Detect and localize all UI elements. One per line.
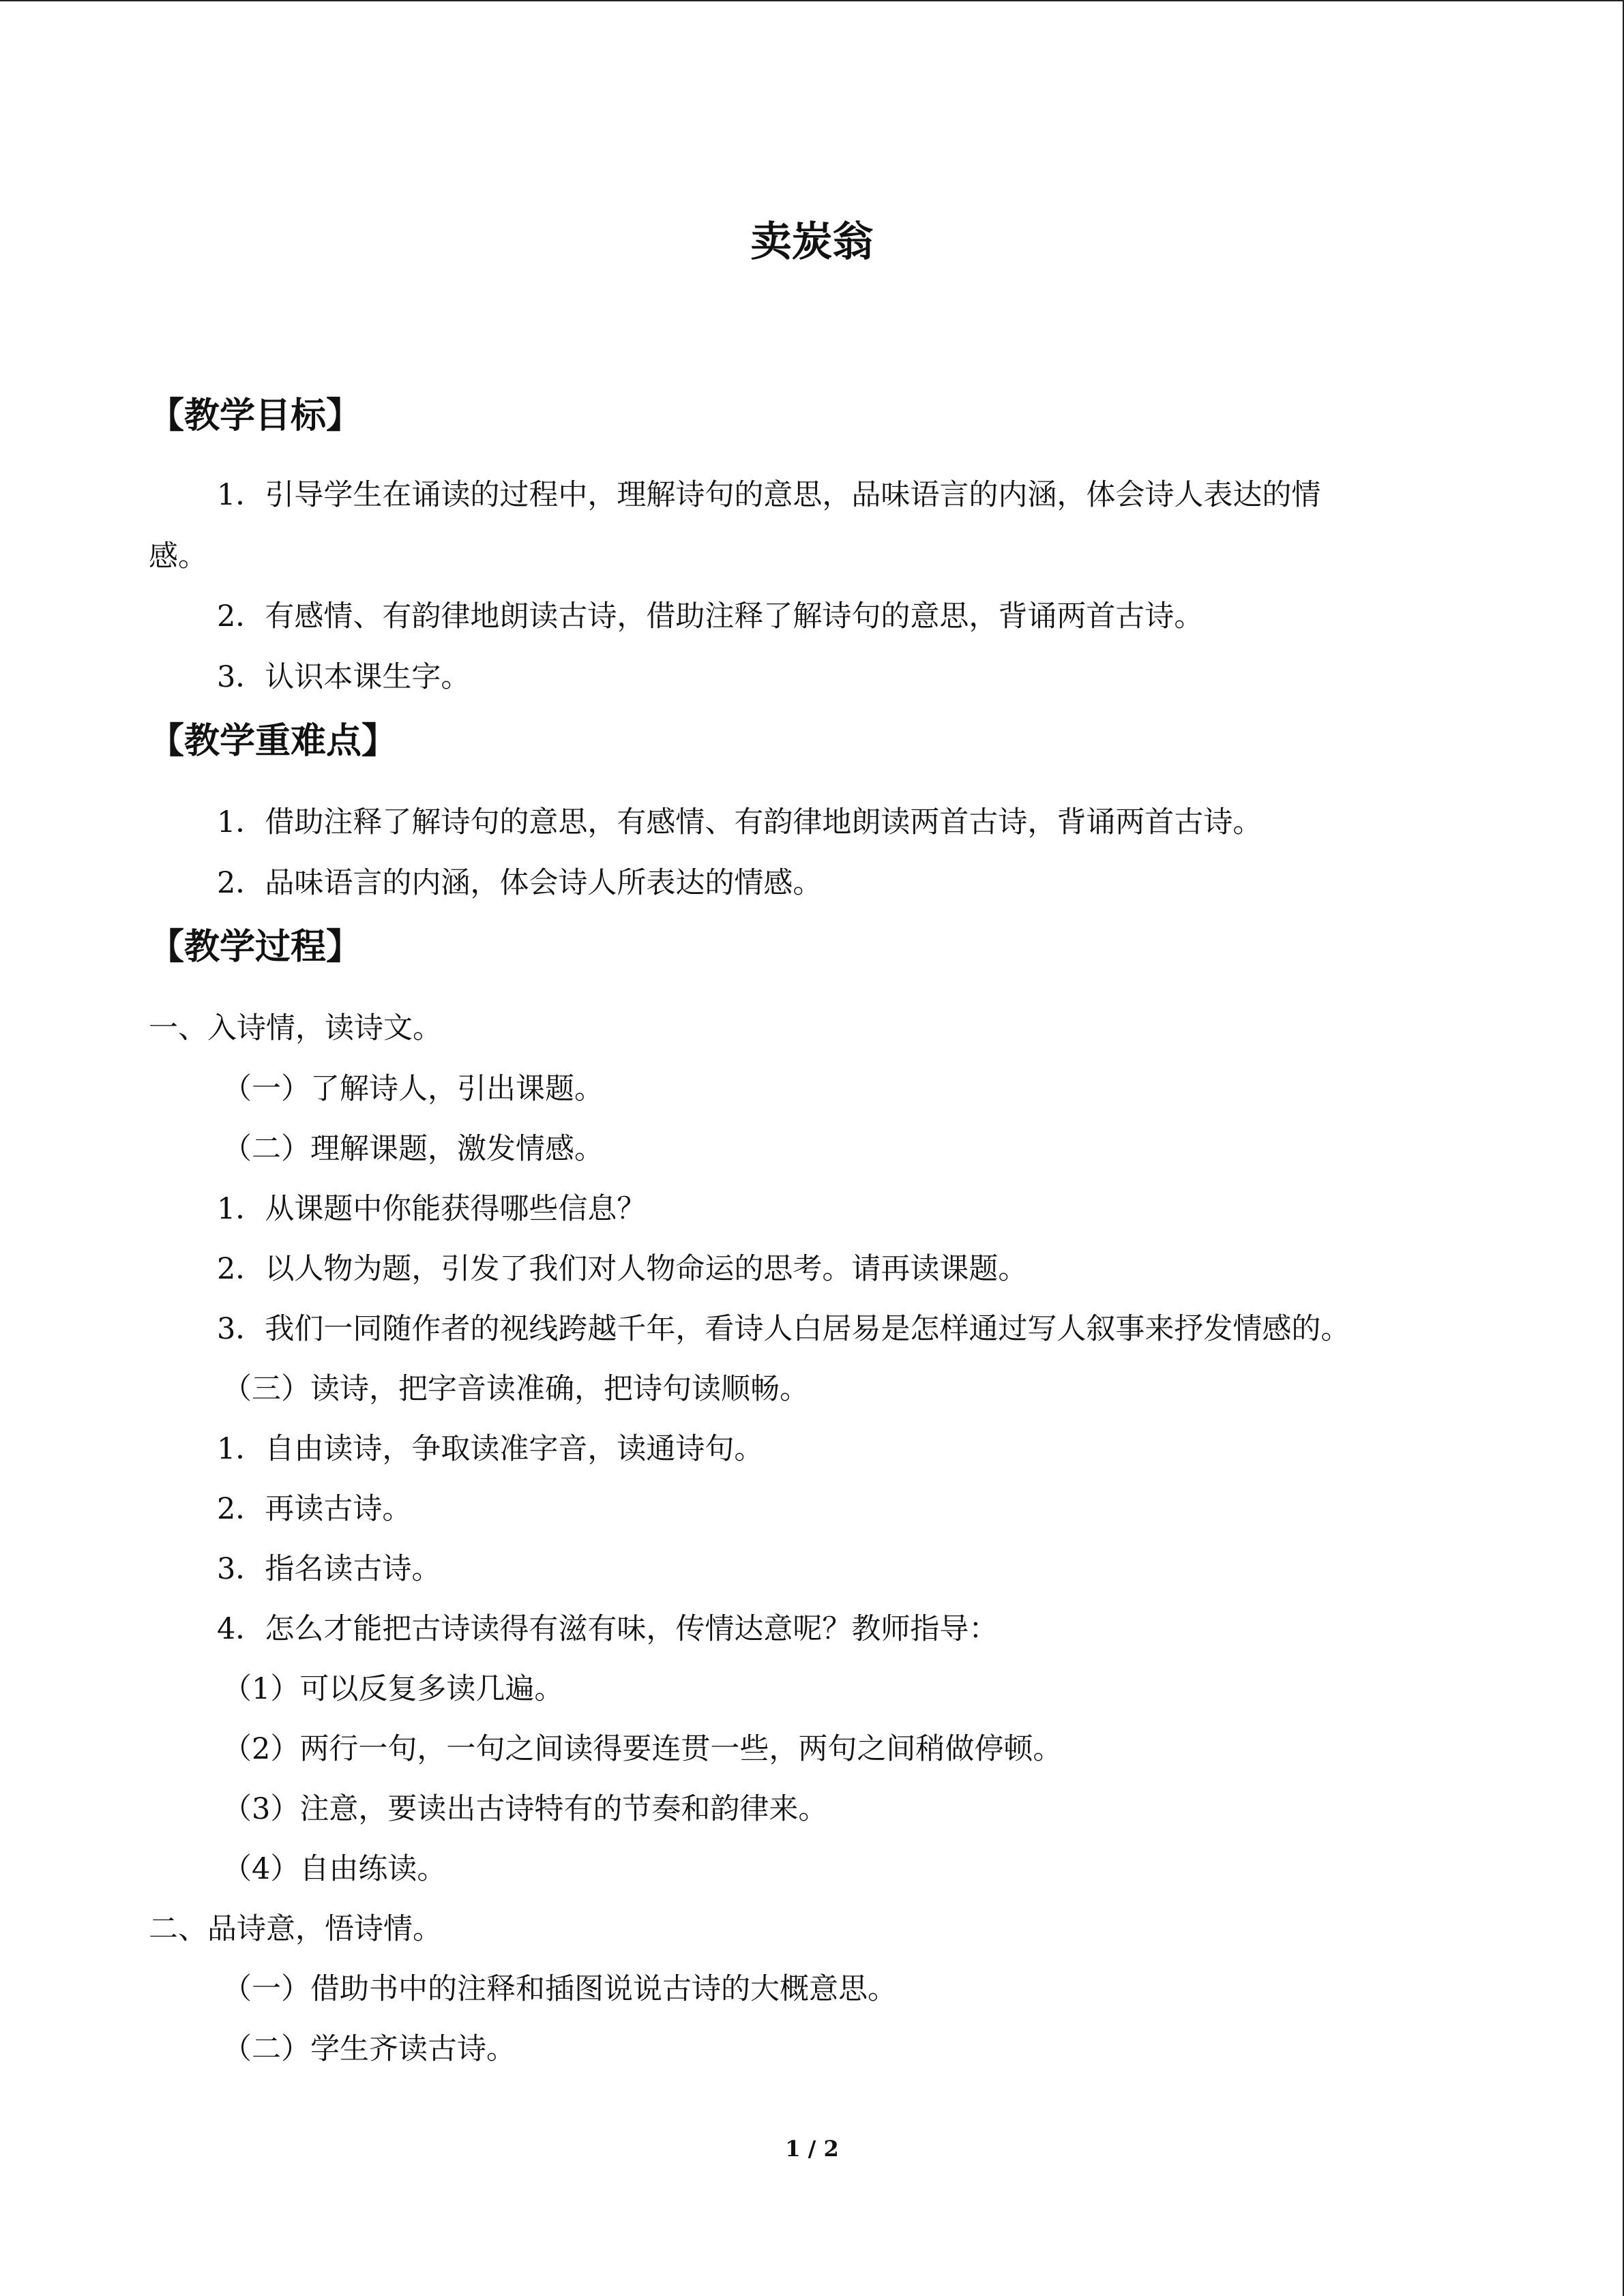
process-item: （2）两行一句，一句之间读得要连贯一些，两句之间稍做停顿。 — [222, 1732, 1063, 1766]
process-item: （4）自由练读。 — [222, 1852, 447, 1886]
process-item: 2．以人物为题，引发了我们对人物命运的思考。请再读课题。 — [217, 1252, 1028, 1286]
process-item: 一、入诗情，读诗文。 — [149, 1011, 442, 1045]
process-item: 1．从课题中你能获得哪些信息？ — [217, 1192, 647, 1226]
goal-item: 2．有感情、有韵律地朗读古诗，借助注释了解诗句的意思，背诵两首古诗。 — [217, 599, 1204, 633]
process-item: （二）理解课题，激发情感。 — [222, 1132, 604, 1166]
key-point-item: 2．品味语言的内涵，体会诗人所表达的情感。 — [217, 866, 823, 900]
goal-item: 3．认识本课生字。 — [217, 660, 471, 694]
section-heading-key-points: 【教学重难点】 — [149, 721, 398, 762]
page-indicator: 1 / 2 — [785, 2136, 839, 2162]
process-item: （一）了解诗人，引出课题。 — [222, 1072, 604, 1106]
process-item: 4．怎么才能把古诗读得有滋有味，传情达意呢？教师指导： — [217, 1612, 999, 1646]
goal-item-continuation: 感。 — [149, 539, 207, 573]
process-item: （三）读诗，把字音读准确，把诗句读顺畅。 — [222, 1372, 809, 1406]
process-item: 2．再读古诗。 — [217, 1492, 412, 1526]
section-heading-process: 【教学过程】 — [149, 927, 362, 968]
process-item: （3）注意，要读出古诗特有的节奏和韵律来。 — [222, 1792, 828, 1826]
goal-item: 1．引导学生在诵读的过程中，理解诗句的意思，品味语言的内涵，体会诗人表达的情 — [217, 478, 1321, 512]
process-item: （一）借助书中的注释和插图说说古诗的大概意思。 — [222, 1972, 897, 2006]
process-item: 1．自由读诗，争取读准字音，读通诗句。 — [217, 1432, 764, 1466]
key-point-item: 1．借助注释了解诗句的意思，有感情、有韵律地朗读两首古诗，背诵两首古诗。 — [217, 805, 1263, 839]
process-item: 3．我们一同随作者的视线跨越千年，看诗人白居易是怎样通过写人叙事来抒发情感的。 — [217, 1312, 1350, 1346]
section-heading-goals: 【教学目标】 — [149, 396, 362, 436]
process-item: 二、品诗意，悟诗情。 — [149, 1912, 442, 1946]
process-item: 3．指名读古诗。 — [217, 1552, 441, 1586]
process-item: （二）学生齐读古诗。 — [222, 2032, 516, 2066]
document-title: 卖炭翁 — [750, 218, 874, 266]
process-item: （1）可以反复多读几遍。 — [222, 1672, 564, 1706]
